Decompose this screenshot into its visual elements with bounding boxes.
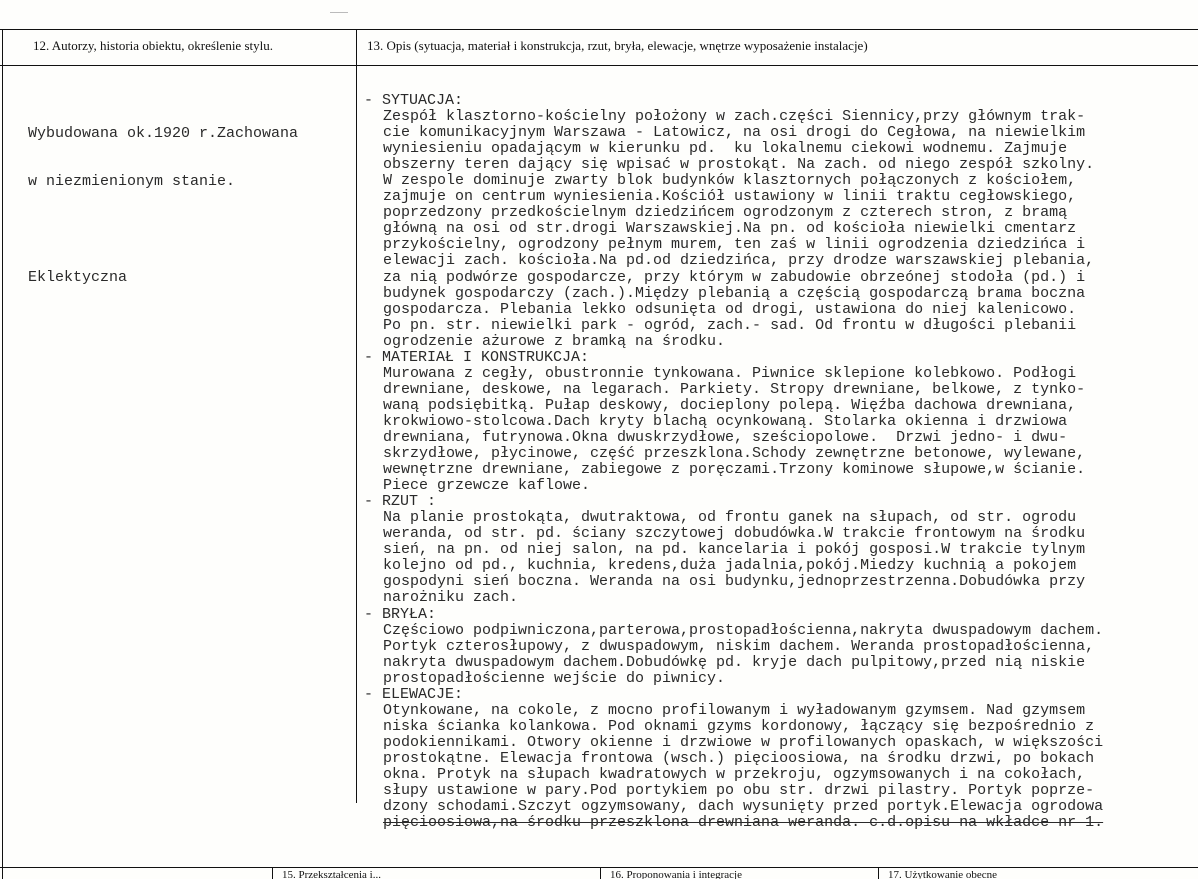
description-line: prostokątne. Elewacja frontowa (wsch.) pięcioosiowa, na środku drzwi, po bokach: [383, 749, 1095, 767]
description-line: nakryta dwuspadowym dachem.Dobudówkę pd. kryje dach pulpitowy,przed nią niskie: [383, 653, 1086, 671]
history-style-text: [28, 94, 298, 302]
description-line: cie komunikacyjnym Warszawa - Latowicz, na osi drogi do Cegłowa, na niewielkim: [383, 124, 1086, 142]
section-heading: - SYTUACJA:: [364, 92, 464, 109]
description-line: prostopadłościenne wejście do piwnicy.: [383, 669, 726, 687]
description-line: kolejno od pd., kuchnia, kredens,duża jadalnia,pokój.Miedzy kuchnią a pokojem: [383, 557, 1077, 575]
description-line: drewniane, deskowe, na legarach. Parkiety. Stropy drewniane, belkowe, z tynko-: [383, 380, 1086, 398]
description-line: poprzedzony przedkościelnym dziedzińcem ogrodzonym z czterech stron, z bramą: [383, 204, 1068, 222]
description-line: główną na osi od str.drogi Warszawskiej.Na pn. od kościoła niewielki cmentarz: [383, 220, 1077, 238]
description-line: ogrodzenie ażurowe z bramką na środku.: [383, 332, 726, 350]
description-line: elewacji zach. kościoła.Na pd.od dziedzińca, przy drodze warszawskiej plebania,: [383, 252, 1095, 270]
description-line: budynek gospodarczy (zach.).Między plebanią a częścią gospodarczą brama boczna: [383, 284, 1086, 302]
section-heading: - ELEWACJE:: [364, 685, 464, 703]
description-line: Otynkowane, na cokole, z mocno profilowanym i wyładowanym gzymsem. Nad gzymsem: [383, 701, 1086, 719]
column-12-header: 12. Autorzy, historia obiektu, określenie stylu.: [33, 38, 273, 53]
history-line: Wybudowana ok.1920 r.Zachowana: [28, 125, 299, 143]
description-line: za nią podwórze gospodarcze, przy którym w zabudowie obrzeónej stodoła (pd.) i: [383, 268, 1086, 286]
header-bottom-rule: [0, 65, 1198, 66]
description-line: weranda, od str. pd. ściany szczytowej dobudówka.W trakcie frontowym na środku: [383, 525, 1086, 543]
description-line: waną podsiębitką. Pułap deskowy, docieplony polepą. Więźba dachowa drewniana,: [383, 396, 1077, 414]
description-line: podokiennikami. Otwory okienne i drzwiowe w profilowanych opaskach, w większości: [383, 733, 1104, 751]
footer-divider-1: [272, 867, 273, 879]
column-15-header: 15. Przekształcenia i...: [282, 870, 381, 879]
description-line: Częściowo podpiwniczona,parterowa,prostopadłościenna,nakryta dwuspadowym dachem.: [383, 621, 1104, 639]
description-line: zajmuje on centrum wyniesienia.Kościół ustawiony w linii traktu cegłowskiego,: [383, 188, 1077, 206]
history-line: [28, 222, 298, 238]
description-line: Po pn. str. niewielki park - ogród, zach.- sad. Od frontu w długości plebanii: [383, 316, 1077, 334]
description-line: Na planie prostokąta, dwutraktowa, od frontu ganek na słupach, od str. ogrodu: [383, 509, 1077, 527]
description-line: drewniana, futrynowa.Okna dwuskrzydłowe, sześciopolowe. Drzwi jedno- i dwu-: [383, 428, 1068, 446]
description-line: Piece grzewcze kaflowe.: [383, 477, 591, 495]
footer-divider-2: [600, 867, 601, 879]
column-divider: [356, 29, 357, 803]
description-line: Murowana z cegły, obustronnie tynkowana. Piwnice sklepione kolebkowo. Podłogi: [383, 364, 1077, 382]
section-heading: - MATERIAŁ I KONSTRUKCJA:: [364, 348, 590, 366]
section-heading: - RZUT :: [364, 493, 437, 511]
scan-mark: [330, 12, 348, 13]
description-line: Zespół klasztorno-kościelny położony w zach.części Siennicy,przy głównym trak-: [383, 108, 1086, 126]
description-line: Portyk czterosłupowy, z dwuspadowym, niskim dachem. Weranda prostopadłościenna,: [383, 637, 1095, 655]
description-line: obszerny teren dający się wpisać w prostokąt. Na zach. od niego zespół szkolny.: [383, 156, 1095, 174]
description-line: przykościelny, ogrodzony pełnym murem, ten zaś w linii ogrodzenia dziedzińca i: [383, 236, 1086, 254]
description-line: gospodyni sień boczna. Weranda na osi budynku,jednoprzestrzenna.Dobudówka przy: [383, 573, 1086, 591]
description-line: niska ścianka kolankowa. Pod oknami gzyms kordonowy, łączący się bezpośrednio z: [383, 717, 1095, 735]
column-17-header: 17. Użytkowanie obecne: [888, 870, 998, 879]
description-text: [364, 93, 1103, 831]
description-line: W zespole dominuje zwarty blok budynków klasztornych połączonych z kościołem,: [383, 172, 1077, 190]
description-line: wyniesieniu opadającym w kierunku pd. ku lokalnemu ciekowi wodnemu. Zajmuje: [383, 140, 1068, 158]
description-line: słupy ustawione w pary.Pod portykiem po obu str. drzwi pilastry. Portyk poprze-: [383, 782, 1095, 800]
description-line: wewnętrzne drewniane, zabiegowe z poręczami.Trzony kominowe słupowe,w ścianie.: [383, 461, 1086, 479]
description-line: skrzydłowe, płycinowe, część przeszklona.Schody zewnętrzne betonowe, wylewane,: [383, 445, 1086, 463]
left-edge-rule: [2, 29, 3, 879]
description-line: krokwiowo-stolcowa.Dach kryty blachą ocynkowaną. Stolarka okienna i drzwiowa: [383, 412, 1068, 430]
description-line: gospodarcza. Plebania lekko odsunięta od drogi, ustawiona do niej kalenicowo.: [383, 300, 1077, 318]
description-line: dzony schodami.Szczyt ogzymsowany, dach wysunięty przed portyk.Elewacja ogrodowa: [383, 798, 1104, 816]
column-16-header: 16. Proponowania i integracje: [610, 870, 742, 879]
style-line: Eklektyczna: [28, 269, 128, 287]
column-13-header: 13. Opis (sytuacja, materiał i konstrukcja, rzut, bryła, elewacje, wnętrze wyposażenie instalacje): [367, 38, 868, 53]
description-line: okna. Protyk na słupach kwadratowych w przekroju, ogzymsowanych i na cokołach,: [383, 765, 1086, 783]
footer-divider-3: [878, 867, 879, 879]
section-heading: - BRYŁA:: [364, 605, 437, 623]
description-line: pięcioosiowa,na środku przeszklona drewniana weranda. c.d.opisu na wkładce nr 1.: [383, 814, 1104, 832]
history-line: w niezmienionym stanie.: [28, 173, 236, 191]
description-line: sień, na pn. od niej salon, na pd. kancelaria i pokój gosposi.W trakcie tylnym: [383, 541, 1086, 559]
top-rule: [0, 29, 1198, 30]
bottom-rule: [0, 867, 1198, 868]
description-line: narożniku zach.: [383, 589, 519, 607]
